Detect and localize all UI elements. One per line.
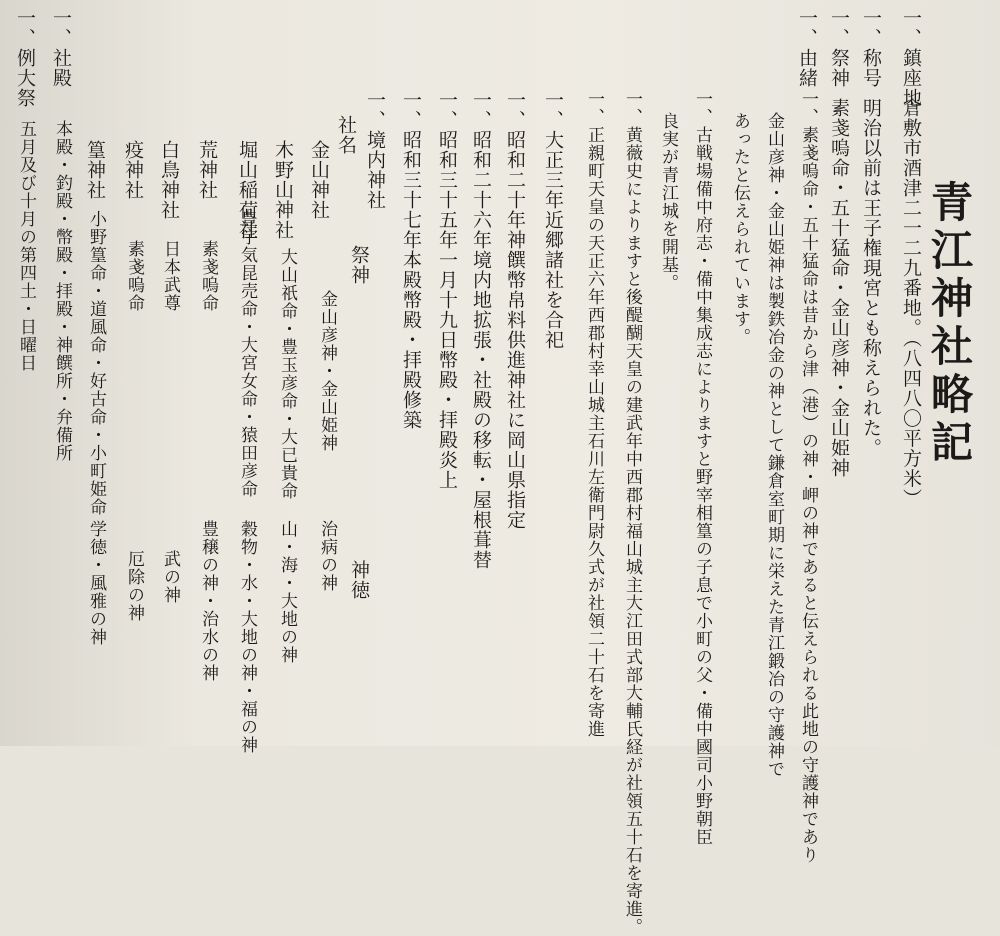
name-text: 明治以前は王子権現宮とも称えられた。 [860, 98, 882, 458]
deity-text: 素戔嗚命・五十猛命・金山彦神・金山姫神 [828, 98, 850, 478]
col-name: 社名 [335, 115, 357, 155]
shrine-deity: 金山彦神・金山姫神 [317, 290, 337, 452]
shrine-name: 金山神社 [308, 140, 330, 220]
shrine-virtue: 山・海・大地の神 [277, 520, 297, 664]
shrine-name: 荒神社 [196, 140, 218, 200]
keidai-heading: 一、境内神社 [364, 90, 386, 210]
origin-line-2: 金山彦神・金山姫神は製鉄冶金の神として鎌倉室町期に栄えた青江鍛冶の守護神で [764, 112, 784, 778]
shrine-name: 疫神社 [122, 140, 144, 200]
origin-line-3: あったと伝えられています。 [730, 112, 750, 346]
festival-heading: 一、例大祭 [14, 8, 36, 108]
shaden-text: 本殿・釣殿・幣殿・拝殿・神饌所・弁備所 [52, 120, 72, 462]
origin-line-6: 一、黄薇史によりますと後醍醐天皇の建武年中西郡村福山城主大江田式部大輔氏経が社領五十石を寄進。 [622, 90, 642, 936]
shrine-name: 篁神社 [84, 140, 106, 200]
origin-line-11: 一、昭和三十五年一月十九日幣殿・拝殿炎上 [436, 90, 458, 490]
origin-line-4: 一、古戦場備中府志・備中集成志によりますと野宰相篁の子息で小町の父・備中國司小野朝臣 [692, 90, 712, 846]
shrine-virtue: 治病の神 [317, 520, 337, 592]
shrine-virtue: 厄除の神 [124, 550, 144, 622]
col-virtue: 神徳 [348, 560, 370, 600]
origin-line-9: 一、昭和二十年神饌幣帛料供進神社に岡山県指定 [504, 90, 526, 530]
festival-text: 五月及び十月の第四土・日曜日 [16, 120, 36, 372]
shrine-virtue: 穀物・水・大地の神・福の神 [237, 520, 257, 754]
name-heading: 一、称号 [860, 8, 882, 88]
shrine-virtue: 武の神 [160, 550, 180, 604]
shrine-virtue: 学徳・風雅の神 [86, 520, 106, 646]
origin-line-7: 一、正親町天皇の天正六年西郡村幸山城主石川左衛門尉久式が社領二十石を寄進 [584, 90, 604, 738]
shrine-deity: 素戔嗚命 [124, 240, 144, 312]
origin-heading: 一、由緒 [796, 8, 818, 88]
location-text: 倉敷市酒津二一二九番地。（八四八〇平方米） [900, 98, 922, 509]
shrine-deity: 大山祇命・豊玉彦命・大已貴命 [277, 248, 297, 500]
shrine-deity: 日本武尊 [160, 240, 180, 312]
shrine-name: 堀山稲荷社 [236, 140, 258, 240]
origin-line-5: 良実が青江城を開基。 [658, 112, 678, 292]
col-deity: 祭神 [348, 245, 370, 285]
shrine-virtue: 豊穣の神・治水の神 [198, 520, 218, 682]
shrine-deity: 素戔嗚命 [198, 240, 218, 312]
shrine-name: 白鳥神社 [158, 140, 180, 220]
origin-line-10: 一、昭和二十六年境内地拡張・社殿の移転・屋根葺替 [470, 90, 492, 570]
shrine-name: 木野山神社 [272, 140, 294, 240]
origin-line-12: 一、昭和三十七年本殿幣殿・拝殿修築 [400, 90, 422, 430]
location-heading: 一、鎮座地 [900, 8, 922, 108]
origin-line-8: 一、大正三年近郷諸社を合祀 [542, 90, 564, 350]
deity-heading: 一、祭神 [828, 8, 850, 88]
shaden-heading: 一、社殿 [50, 8, 72, 88]
shrine-deity: 小野篁命・道風命・好古命・小町姫命 [86, 210, 106, 516]
shrine-deity: 豊宇気昆売命・大宮女命・猿田彦命 [237, 210, 257, 498]
origin-line-1: 一、素戔嗚命・五十猛命は昔から津（港）の神・岬の神であると伝えられる此地の守護神であり [798, 90, 818, 864]
document-title: 青江神社略記 [925, 180, 974, 468]
